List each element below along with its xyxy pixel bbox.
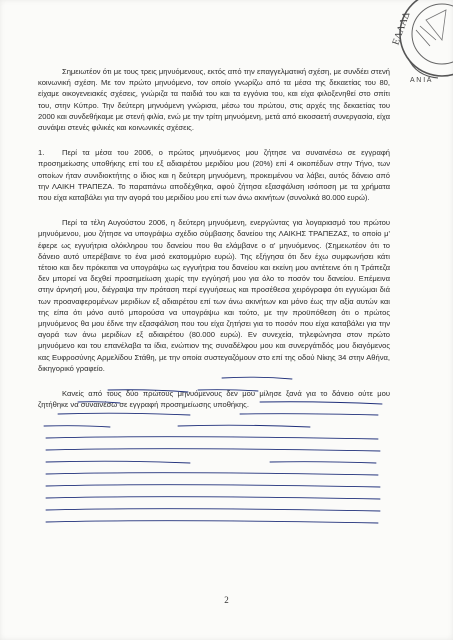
svg-text:ΕΛΛΑΔ: ΕΛΛΑΔ — [390, 10, 413, 47]
numbered-paragraph-1 — [38, 147, 390, 203]
seal-stamp — [386, 0, 453, 90]
closing-paragraph: Κανείς από τους δύο πρώτους μηνυόμενους δεν μου μίλησε ξανά για το δάνειο ούτε μου ζητήθηκε να συναινέσω σε εγγραφή προσημείωσης υποθήκης. — [38, 389, 390, 410]
document-body — [38, 66, 390, 410]
paragraph-number: 1. — [38, 148, 45, 158]
august-2006-paragraph: Περί τα τέλη Αυγούστου 2006, η δεύτερη μηνυόμενη, ενεργώντας για λογαριασμό του πρώτου μηνυόμενου, μου ζήτησε να υπογράψω σχέδιο σύμβασης δανείου της ΛΑΙΚΗΣ ΤΡΑΠΕΖΑΣ, το οποίο μ' έφερε ως εγγυήτρια ολόκληρου του δανείου που θα ελάμβανε ο α' μηνυόμενος. (Σημειωτέον ότι το δάνειο αυτό υπερέβαινε το ένα μισό εκατομμύριο ευρώ). Της εξήγησα ότι δεν έχω συμφωνήσει κάτι τέτοιο και δεν πρόκειται να υπογράψω ως εγγυήτρια του δανείου και εκείνη μου αντέτεινε ότι η Τράπεζα δεν μπορεί να δεχθεί προσημείωση χωρίς την εγγύησή μου για όλο το ποσόν του δανείου. Επέμεινα στην άρνησή μου, διέγραψα την πρόταση περί εγγυήσεως και προσέθεσα χειρόγραφα ότι εγγυώμαι διά των προαναφερομένων μεριδίων εξ αδιαιρέτου επί των άνω ακινήτων και μόνο έως την αξία αυτών και της είπα ότι μόνο αυτό μπορούσα να υπογράψω και τούτο, με την προϋπόθεση ότι ο πρώτος μηνυόμενος θα μου έδινε την εξασφάλιση που του είχα ζητήσει για το ποσόν που είχα καταβάλει για την αγορά των άνω μεριδίων εξ αδιαιρέτου (80.000 ευρώ). Εν συνεχεία, τηλεφώνησα στον πρώτο μηνυόμενο και του επανέλαβα τα ίδια, ενώπιον της συναδέλφου μου και συνεργάτιδός μου διαγόμενος κας Ευφροσύνης Αρμελίδου Στάθη, με την οποία συστεγαζόμουν στο επί της οδού Νίκης 34 στην Αθήνα, δικηγορικό γραφείο. — [38, 218, 390, 373]
svg-text:Α Ν Ι Α: Α Ν Ι Α — [410, 77, 432, 84]
paragraph-text: Περί τα μέσα του 2006, ο πρώτος μηνυόμενος μου ζήτησε να συναινέσω σε εγγραφή προσημείωσης υποθήκης επί του εξ αδιαιρέτου μεριδίου μου (20%) επί 4 οικοπέδων στην Τήνο, των οποίων ήταν συνιδιοκτήτης ο ίδιος και η δεύτερη μηνυόμενη, προκειμένου να λάβει, αυτός δάνειο από την ΛΑΙΚΗ ΤΡΑΠΕΖΑ. Το παραπάνω αποδέχθηκα, αφού ζήτησα εξασφάλιση ισόποση με τα χρήματα που είχα καταβάλει για την αγορά του μεριδίου μου επί των άνω ακινήτων (συνολικά 80.000 ευρώ). — [38, 148, 390, 203]
intro-paragraph: Σημειωτέον ότι με τους τρεις μηνυόμενους, εκτός από την επαγγελματική σχέση, με συνδέει στενή κοινωνική σχέση. Με τον πρώτο μηνυόμενο, τον οποίο γνωρίζω από τα μέσα της δεκαετίας του 80, είχαμε οικογενειακές σχέσεις, γνώριζα τα παιδιά του και τα εγγόνια του, και είχα φιλοξενηθεί στο σπίτι του, στην Κύπρο. Την δεύτερη μηνυόμενη γνώρισα, μέσω του πρώτου, στις αρχές της δεκαετίας του 2000 και συνδεθήκαμε με στενή φιλία, ενώ με την τρίτη μηνυόμενη, μετά από εικοσαετή συνεργασία, είχα συνάψει στενές φιλικές και κοινωνικές σχέσεις. — [38, 67, 390, 133]
page-number: 2 — [224, 595, 229, 605]
